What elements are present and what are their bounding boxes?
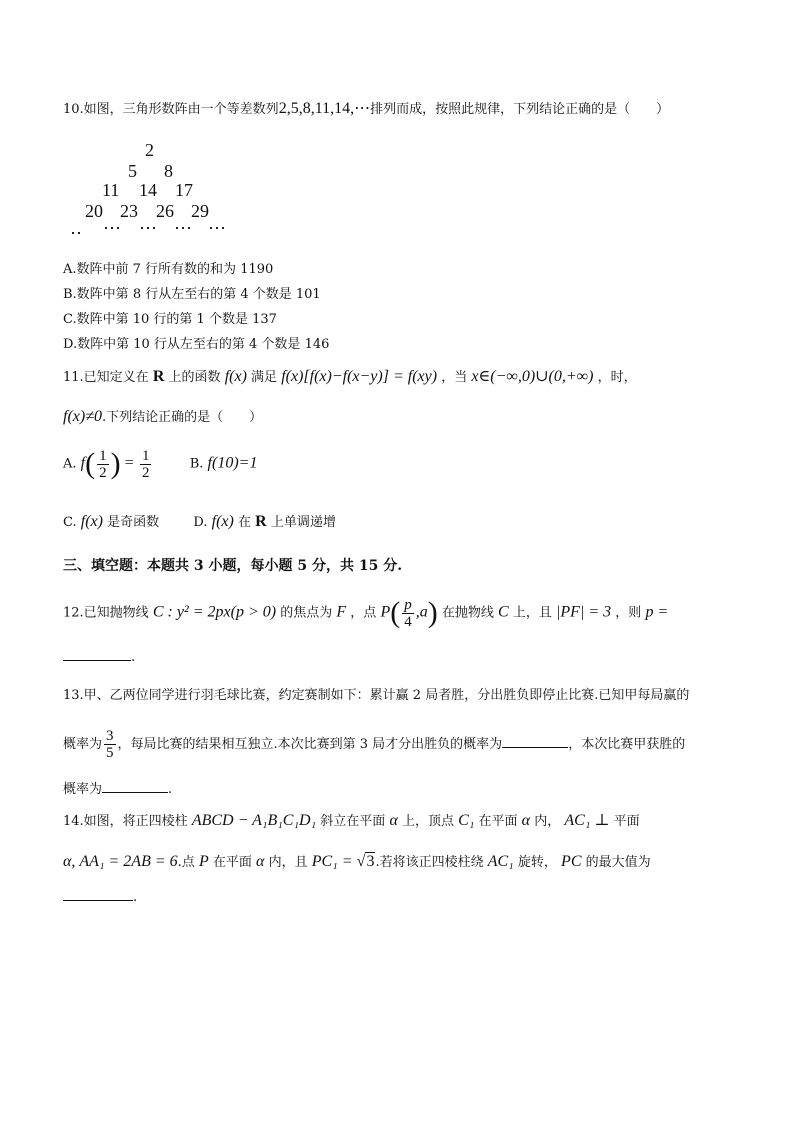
real-set: R [152, 368, 165, 385]
q12-stem: 12.已知抛物线 C : y² = 2px(p > 0) 的焦点为 F ，点 P( $\frac{p}{4}$ ,a) 在抛物线 C 上，且 |PF| = 3 ，则 p = [63, 596, 669, 630]
q14-point: P [198, 853, 209, 870]
triangle-cell: ⋯ [174, 218, 192, 238]
q11-fx: f(x) [224, 368, 247, 385]
fraction: $\frac{p}{4}$ [404, 596, 412, 630]
triangle-cell: 8 [164, 161, 173, 181]
q11-domain: x∈(−∞,0)∪(0,+∞) [471, 368, 594, 385]
q12-answer-label: p = [645, 603, 669, 621]
q12-distance: |PF| = 3 [556, 603, 612, 621]
triangle-cell: 26 [156, 201, 174, 221]
q14-prefix: 14.如图，将正四棱柱 [63, 814, 188, 829]
q14-text: 上，顶点 [401, 814, 454, 829]
q10-stem [63, 98, 669, 118]
q11-stem-line2 [63, 406, 262, 426]
q10-option-a: A.数阵中前 7 行所有数的和为 1190 [63, 262, 274, 277]
q11-text: ，时， [597, 370, 637, 385]
q11-prefix: 11.已知定义在 [63, 370, 149, 385]
fraction: $\frac{1}{2}$ [141, 447, 150, 481]
q10-prefix: 10.如图，三角形数阵由一个等差数列 [63, 102, 279, 117]
triangle-cell: ⋯ [103, 218, 121, 238]
q11-option-c-text: 是奇函数 [107, 515, 160, 530]
q11-option-b-expr: f(10)=1 [207, 454, 258, 472]
q14-text: 的最大值为 [585, 855, 651, 870]
triangle-cell: ⋯ [139, 218, 157, 238]
q14-condition: α, AA₁ = 2AB = 6 [63, 853, 178, 870]
q11-options-ab: A. f( $\frac{1}{2}$ ) = $\frac{1}{2}$ B. f(10)=1 [63, 447, 258, 481]
answer-blank[interactable] [63, 888, 133, 901]
triangle-cell: 17 [175, 180, 193, 200]
q11-stem [63, 366, 637, 386]
q10-sequence: 2,5,8,11,14,⋯ [278, 100, 371, 117]
q14-text: 内， [534, 814, 561, 829]
q14-text: 斜立在平面 [320, 814, 386, 829]
triangle-cell: ‥ [70, 218, 83, 238]
triangle-cell: 14 [139, 180, 157, 200]
q11-option-d-text: 上单调递增 [270, 515, 336, 530]
answer-blank[interactable] [102, 780, 168, 793]
q11-option-b-label: B. [189, 456, 204, 472]
q14-text: .点 [177, 855, 195, 870]
q12-text: 上，且 [512, 605, 552, 621]
q14-plane: α [256, 853, 265, 870]
triangle-cell: 20 [85, 201, 103, 221]
section-heading: 三、填空题：本题共 3 小题，每小题 5 分，共 15 分. [63, 558, 403, 574]
q11-option-c-label: C. [63, 515, 77, 530]
q13-stem-line2 [63, 728, 685, 761]
triangle-cell: 11 [102, 180, 120, 200]
q11-options-cd [63, 511, 336, 531]
triangle-cell: 23 [120, 201, 138, 221]
q13-text: ，每局比赛的结果相互独立.本次比赛到第 3 局才分出胜负的概率为 [117, 737, 503, 752]
answer-blank[interactable] [502, 735, 568, 748]
q14-text: .若将该正四棱柱绕 [375, 855, 484, 870]
q11-text: 满足 [251, 370, 278, 385]
q11-option-a-f: f [80, 454, 86, 472]
q11-question: .下列结论正确的是（ ） [101, 410, 263, 425]
q14-text: 旋转， [517, 855, 557, 870]
q13-text: 概率为 [63, 782, 103, 797]
q12-prefix: 12.已知抛物线 [63, 605, 149, 621]
q14-plane: α [521, 812, 531, 829]
q12-focus: F [336, 603, 347, 621]
fraction: $\frac{1}{2}$ [99, 447, 107, 481]
q14-prism: ABCD − A₁B₁C₁D₁ [191, 812, 317, 829]
q12-blank-line [63, 648, 135, 665]
q10-option-b: B.数阵中第 8 行从左至右的第 4 个数是 101 [63, 287, 321, 302]
q14-text: 在平面 [478, 814, 518, 829]
q10-option-c: C.数阵中第 10 行的第 1 个数是 137 [63, 312, 277, 327]
triangle-cell: 2 [145, 140, 154, 160]
q11-text: ，当 [441, 370, 468, 385]
q13-text: ，本次比赛甲获胜的 [568, 737, 686, 752]
q11-option-d-label: D. [193, 515, 208, 530]
period: . [133, 890, 138, 905]
q13-stem-line3 [63, 778, 172, 797]
q14-stem-line2 [63, 851, 651, 871]
period: . [131, 650, 136, 665]
triangle-cell: 29 [191, 201, 209, 221]
period: . [168, 782, 173, 797]
q14-axis: AC₁ [487, 853, 514, 870]
q13-text: 概率为 [63, 737, 103, 752]
q12-curve: C [498, 603, 509, 621]
equals: = [124, 454, 134, 472]
q12-text: 在抛物线 [441, 605, 494, 621]
q12-text: ，则 [615, 605, 642, 621]
triangle-cell: ⋯ [208, 218, 226, 238]
q14-pc: PC [561, 853, 582, 870]
q12-text: ，点 [350, 605, 377, 621]
q14-blank-line [63, 888, 137, 905]
fraction: $\frac{3}{5}$ [106, 728, 114, 761]
q14-stem [63, 810, 640, 830]
q14-distance: PC₁ = [311, 853, 353, 870]
q14-plane: α [389, 812, 398, 829]
q10-option-d: D.数阵中第 10 行从左至右的第 4 个数是 146 [63, 337, 330, 352]
q12-coord-a: ,a [415, 603, 428, 621]
q11-option-d-expr: f(x) [211, 513, 234, 530]
q11-option-a-label: A. [63, 456, 77, 472]
q12-point: P [380, 603, 391, 621]
q11-option-d-text: 在 [237, 515, 251, 530]
q14-perpendicular: AC₁ ⊥ [564, 812, 610, 829]
q13-stem: 13.甲、乙两位同学进行羽毛球比赛，约定赛制如下：累计赢 2 局者胜，分出胜负即停止比赛.已知甲每局赢的 [63, 688, 690, 703]
q12-text: 的焦点为 [280, 605, 333, 621]
answer-blank[interactable] [63, 648, 131, 661]
q14-text: 内，且 [268, 855, 308, 870]
q14-vertex: C₁ [458, 812, 475, 829]
real-set: R [255, 513, 267, 530]
q12-parabola: C : y² = 2px(p > 0) [152, 603, 277, 621]
q14-text: 在平面 [212, 855, 252, 870]
q11-text: 上的函数 [168, 370, 221, 385]
q10-suffix: 排列而成，按照此规律，下列结论正确的是（ ） [370, 102, 670, 117]
q14-text: 平面 [613, 814, 640, 829]
triangle-cell: 5 [128, 161, 137, 181]
q11-condition: f(x)≠0 [63, 408, 102, 425]
q11-option-c-expr: f(x) [80, 513, 103, 530]
sqrt-expression: √3 [356, 853, 375, 870]
q11-equation: f(x)[f(x)−f(x−y)] = f(xy) [281, 368, 438, 385]
